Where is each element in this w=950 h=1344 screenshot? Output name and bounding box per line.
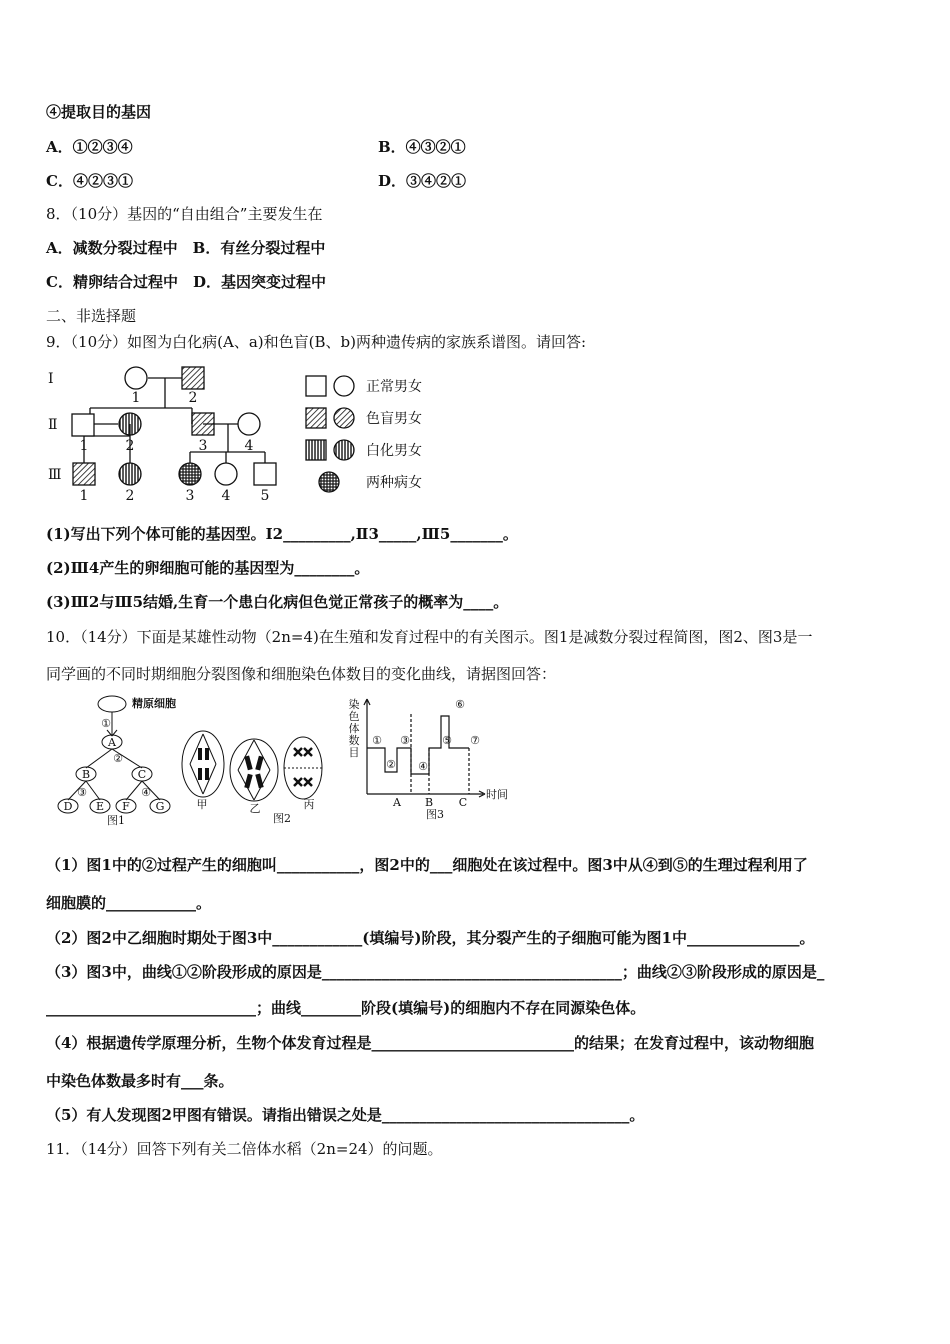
num-III4: 4 [221,488,231,504]
fig2-label-jia: 甲 [196,798,208,811]
fig2-caption: 图2 [273,812,291,825]
q10-sub-5: （5）有人发现图2甲图有错误。请指出错误之处是_________________________________。 [46,1106,645,1124]
legend-both-diseases-female-icon [319,472,339,492]
legend-both-label: 两种病女 [366,475,422,491]
fig1-node-e: E [95,800,105,813]
legend-colorblind-label: 色盲男女 [366,411,422,427]
pedigree-II1-normal-male [72,414,94,436]
fig3-ylabel-3: 体 [348,722,360,735]
q9-stem: 9．（10分）如图为白化病(A、a)和色盲(B、b)两种遗传病的家族系谱图。请回答: [46,333,586,351]
pedigree-III1-colorblind-male [73,463,95,485]
q7-option-d: D．③④②① [378,172,467,190]
num-II4: 4 [244,438,254,454]
cell-jia [182,731,224,797]
num-II2: 2 [125,438,135,454]
legend-albino-female-icon [334,440,354,460]
legend-albino-label: 白化男女 [366,443,422,459]
fig3-stage-2: ② [386,758,396,771]
q8-stem: 8．（10分）基因的“自由组合”主要发生在 [46,205,323,223]
num-III5: 5 [260,488,270,504]
fig3-ylabel-5: 目 [348,746,360,759]
fig1-step-2: ② [113,752,123,765]
pedigree-chart [44,360,444,508]
pedigree-I2-colorblind-male [182,367,204,389]
q10-sub-2: （2）图2中乙细胞时期处于图3中____________(填编号)阶段，其分裂产生的子细胞可能为图1中_______________。 [46,929,815,947]
pedigree-III4-normal-female [215,463,237,485]
fig3-stage-1: ① [372,734,382,747]
q10-stem-line-1: 10．（14分）下面是某雄性动物（2n=4)在生殖和发育过程中的有关图示。图1是减数分裂过程简图，图2、图3是一 [46,628,813,646]
q7-option-a: A．①②③④ [46,138,133,156]
q10-sub-4-line-1: （4）根据遗传学原理分析，生物个体发育过程是___________________________的结果；在发育过程中，该动物细胞 [46,1034,814,1052]
fig1-node-g: G [155,800,165,813]
legend-normal-male-icon [306,376,326,396]
fig3-stage-4: ④ [418,760,428,773]
q8-options-ab: A．减数分裂过程中 B．有丝分裂过程中 [46,239,326,257]
q10-sub-3-line-2: ____________________________；曲线________阶段(填编号)的细胞内不存在同源染色体。 [46,999,646,1017]
num-III3: 3 [185,488,195,504]
gen-label-2: Ⅱ [48,417,58,433]
pedigree-II3-colorblind-male [192,413,214,435]
fig1-node-f: F [122,800,130,813]
q10-stem-line-2: 同学画的不同时期细胞分裂图像和细胞染色体数目的变化曲线，请据图回答： [46,665,557,683]
legend-albino-male-icon [306,440,326,460]
pedigree-I1-normal-female [125,367,147,389]
fig1-step-1: ① [101,717,111,730]
q7-item-4: ④提取目的基因 [46,103,152,121]
fig3-xlabel: 时间 [486,788,508,801]
fig3-point-b: B [424,796,434,809]
pedigree-III3-both-diseases-female [179,463,201,485]
q7-option-b: B．④③②① [378,138,466,156]
fig1-node-a: A [108,736,116,749]
num-III1: 1 [79,488,89,504]
num-II1: 1 [79,438,89,454]
cell-yi [230,739,278,801]
q7-option-c: C．④②③① [46,172,133,190]
q10-sub-1-line-2: 细胞膜的____________。 [46,894,212,912]
figure-3-chromosome-curve [345,694,520,824]
legend-colorblind-female-icon [334,408,354,428]
q10-sub-1-line-1: （1）图1中的②过程产生的细胞叫___________，图2中的___细胞处在该过程中。图3中从④到⑤的生理过程利用了 [46,856,808,874]
q8-options-cd: C．精卵结合过程中 D．基因突变过程中 [46,273,326,291]
fig1-node-c: C [137,768,147,781]
gen-label-3: Ⅲ [48,467,62,483]
num-II3: 3 [198,438,208,454]
fig1-node-b: B [81,768,91,781]
fig3-stage-6: ⑥ [455,698,465,711]
fig3-point-a: A [393,796,401,809]
legend-normal-female-icon [334,376,354,396]
fig1-node-d: D [63,800,73,813]
num-III2: 2 [125,488,135,504]
section-heading: 二、非选择题 [46,307,137,325]
fig3-ylabel-4: 数 [348,734,360,747]
fig1-caption: 图1 [107,814,125,827]
fig3-stage-5: ⑤ [442,734,452,747]
fig1-title: 精原细胞 [132,697,176,710]
fig1-step-4: ④ [141,786,151,799]
q10-sub-4-line-2: 中染色体数最多时有___条。 [46,1072,234,1090]
pedigree-II4-normal-female [238,413,260,435]
q11-stem: 11．（14分）回答下列有关二倍体水稻（2n=24）的问题。 [46,1140,443,1158]
fig3-stage-7: ⑦ [470,734,480,747]
fig1-step-3: ③ [77,786,87,799]
fig3-stage-3: ③ [400,734,410,747]
fig3-ylabel-2: 色 [348,710,360,723]
legend-normal-label: 正常男女 [366,379,422,395]
q9-sub-3: (3)Ⅲ2与Ⅲ5结婚,生育一个患白化病但色觉正常孩子的概率为____。 [46,593,509,611]
gen-label-1: Ⅰ [48,371,54,387]
num-I2: 2 [188,390,198,406]
q9-sub-1: (1)写出下列个体可能的基因型。Ⅰ2_________,Ⅱ3_____,Ⅲ5_______。 [46,525,518,543]
fig3-point-c: C [458,796,468,809]
fig2-label-bing: 丙 [303,798,315,811]
num-I1: 1 [131,390,141,406]
fig2-label-yi: 乙 [249,802,261,815]
figure-1-meiosis-tree [50,692,185,827]
figure-2-cells [178,722,328,827]
legend-colorblind-male-icon [306,408,326,428]
q9-sub-2: (2)Ⅲ4产生的卵细胞可能的基因型为________。 [46,559,370,577]
pedigree-III2-albino-female [119,463,141,485]
pedigree-II2-albino-female [119,413,141,435]
fig3-caption: 图3 [426,808,444,821]
q10-sub-3-line-1: （3）图3中，曲线①②阶段形成的原因是________________________________________；曲线②③阶段形成的原因是_ [46,963,825,981]
fig3-ylabel-1: 染 [348,698,360,711]
pedigree-III5-normal-male [254,463,276,485]
